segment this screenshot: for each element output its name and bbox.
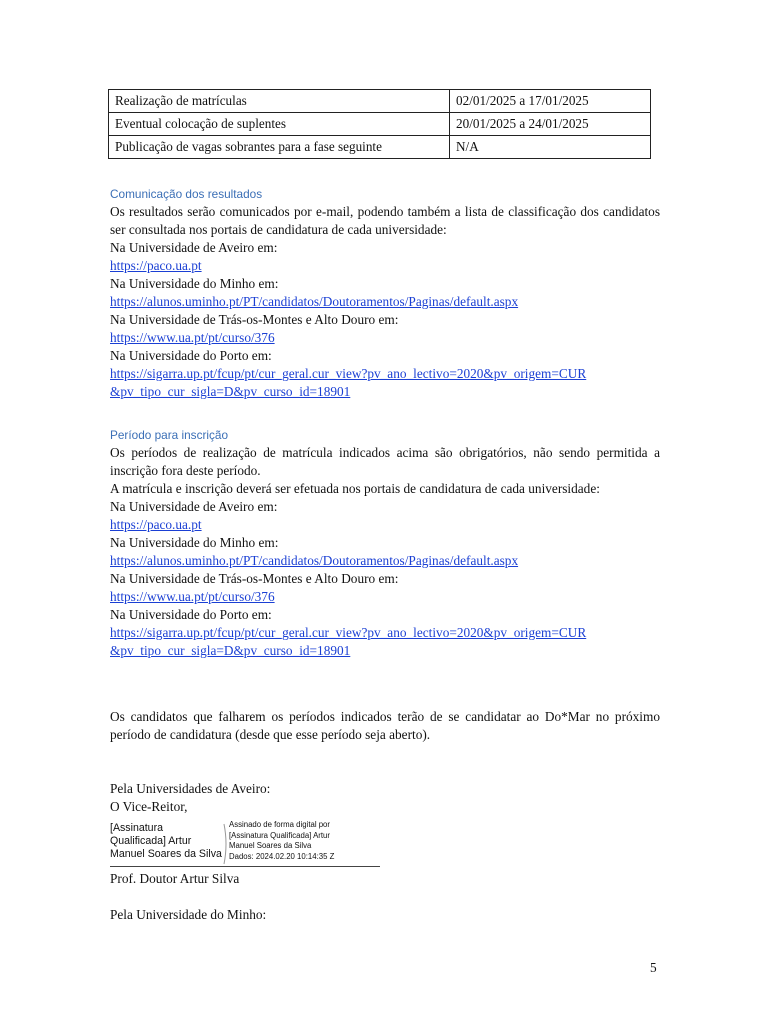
minho-link[interactable]: https://alunos.uminho.pt/PT/candidatos/Doutoramentos/Paginas/default.aspx (110, 553, 519, 568)
aveiro-label: Na Universidade de Aveiro em: (110, 499, 278, 514)
paragraph: Os resultados serão comunicados por e-mail, podendo também a lista de classificação dos candidatos ser consultada nos portais de candidatura de cada universidade: (110, 204, 660, 237)
section-heading: Período para inscrição (110, 428, 229, 442)
aveiro-link[interactable]: https://paco.ua.pt (110, 517, 202, 532)
section-heading: Comunicação dos resultados (110, 187, 263, 201)
minho-link[interactable]: https://alunos.uminho.pt/PT/candidatos/Doutoramentos/Paginas/default.aspx (110, 294, 519, 309)
utad-link[interactable]: https://www.ua.pt/pt/curso/376 (110, 330, 275, 345)
table-cell-value: N/A (450, 136, 651, 159)
signature-detail-line: Manuel Soares da Silva (229, 841, 312, 850)
signature-line: [Assinatura (110, 822, 163, 834)
porto-link[interactable]: https://sigarra.up.pt/fcup/pt/cur_geral.cur_view?pv_ano_lectivo=2020&pv_origem=CUR (110, 366, 587, 381)
minho-label: Na Universidade do Minho em: (110, 535, 279, 550)
porto-link-continued[interactable]: &pv_tipo_cur_sigla=D&pv_curso_id=18901 (110, 384, 351, 399)
porto-link-continued[interactable]: &pv_tipo_cur_sigla=D&pv_curso_id=18901 (110, 643, 351, 658)
signatory-institution: Pela Universidades de Aveiro: (110, 781, 271, 796)
table-row (109, 113, 651, 136)
aveiro-link[interactable]: https://paco.ua.pt (110, 258, 202, 273)
table-cell-value: 02/01/2025 a 17/01/2025 (450, 90, 651, 113)
porto-link[interactable]: https://sigarra.up.pt/fcup/pt/cur_geral.cur_view?pv_ano_lectivo=2020&pv_origem=CUR (110, 625, 587, 640)
signature-line: Qualificada] Artur (110, 835, 192, 847)
signature-details (229, 820, 334, 862)
minho-signatory: Pela Universidade do Minho: (110, 907, 267, 922)
table-row (109, 136, 651, 159)
signatory-name: Prof. Doutor Artur Silva (110, 871, 240, 886)
signature-detail-line: [Assinatura Qualificada] Artur (229, 830, 330, 840)
paragraph: A matrícula e inscrição deverá ser efetuada nos portais de candidatura de cada universidade: (110, 481, 600, 496)
porto-label: Na Universidade do Porto em: (110, 348, 272, 363)
schedule-table (108, 89, 651, 159)
porto-label: Na Universidade do Porto em: (110, 607, 272, 622)
signature-name-block (110, 822, 222, 861)
table-row (109, 90, 651, 113)
aveiro-label: Na Universidade de Aveiro em: (110, 240, 278, 255)
utad-label: Na Universidade de Trás-os-Montes e Alto Douro em: (110, 312, 399, 327)
table-cell-label: Eventual colocação de suplentes (109, 113, 450, 136)
page-number: 5 (650, 960, 657, 975)
signatory-block (110, 780, 660, 816)
utad-label: Na Universidade de Trás-os-Montes e Alto Douro em: (110, 571, 399, 586)
table-cell-value: 20/01/2025 a 24/01/2025 (450, 113, 651, 136)
table-cell-label: Realização de matrículas (109, 90, 450, 113)
signature-detail-line: Dados: 2024.02.20 10:14:35 Z (229, 851, 335, 861)
utad-link[interactable]: https://www.ua.pt/pt/curso/376 (110, 589, 275, 604)
signatory-role: O Vice-Reitor, (110, 799, 188, 814)
table-cell-label: Publicação de vagas sobrantes para a fase seguinte (109, 136, 450, 159)
paragraph: Os períodos de realização de matrícula indicados acima são obrigatórios, não sendo permitida a inscrição fora deste período. (110, 445, 660, 478)
digital-signature (110, 822, 380, 866)
inscricao-section (110, 426, 660, 660)
signature-line: Manuel Soares da Silva (110, 848, 222, 860)
signature-line-rule (110, 866, 380, 867)
signature-detail-line: Assinado de forma digital por (229, 820, 330, 829)
comunicacao-section (110, 185, 660, 401)
minho-label: Na Universidade do Minho em: (110, 276, 279, 291)
note-paragraph: Os candidatos que falharem os períodos indicados terão de se candidatar ao Do*Mar no próximo período de candidatura (desde que esse período seja aberto). (110, 709, 660, 742)
